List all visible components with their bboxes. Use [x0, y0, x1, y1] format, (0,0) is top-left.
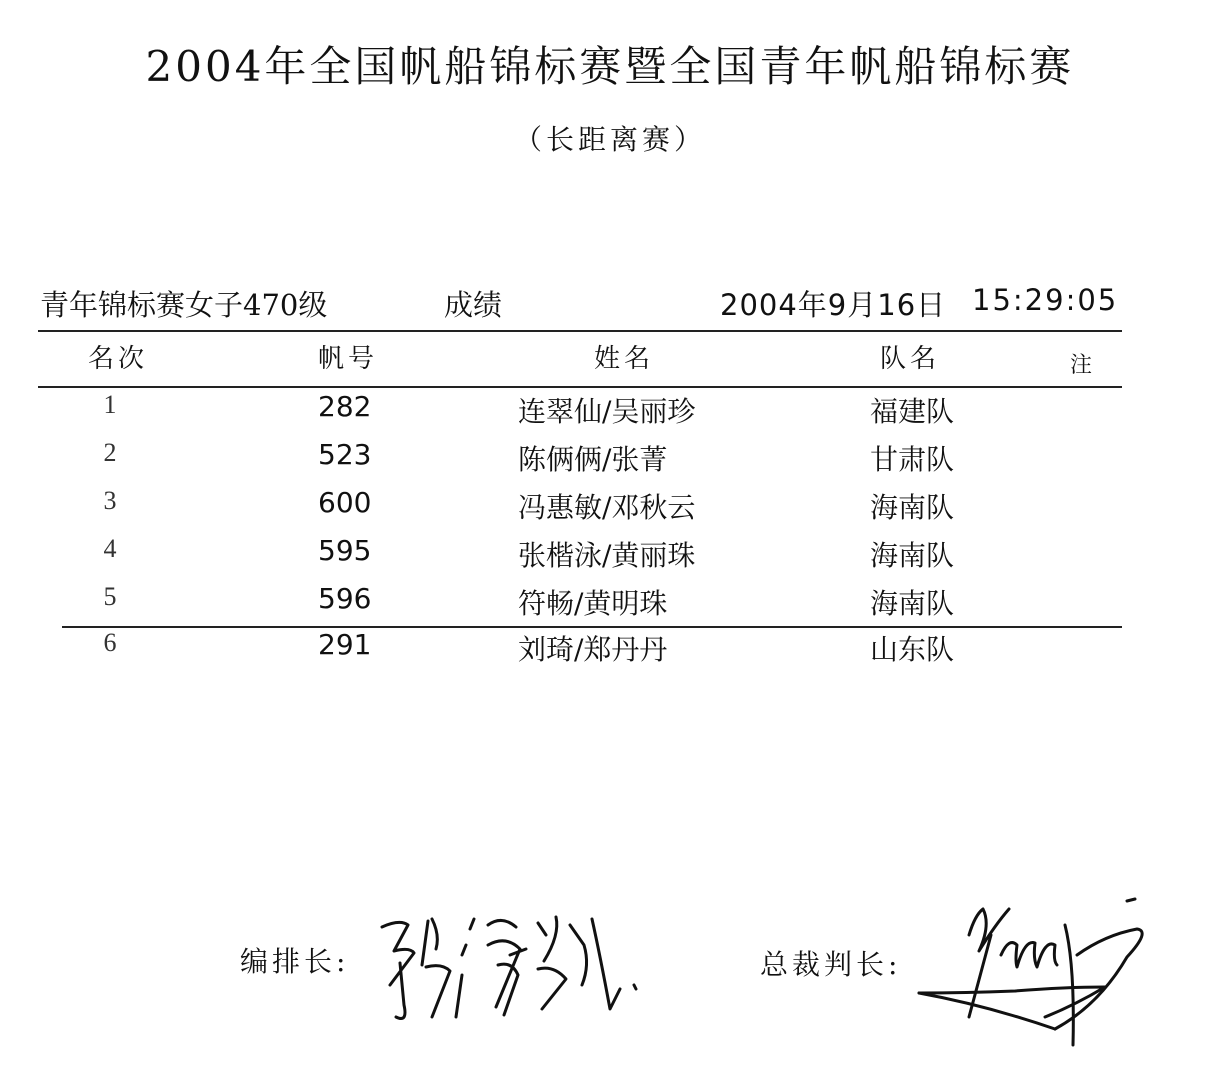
table-row — [0, 388, 1220, 436]
row-sail-number: 600 — [318, 486, 372, 519]
row-sailor-names: 陈俩俩/张菁 — [518, 443, 668, 476]
header-note: 注 — [1070, 353, 1097, 378]
row-sail-number: 291 — [318, 628, 372, 661]
row-sail-number: 596 — [318, 582, 372, 615]
row-rank: 2 — [103, 438, 117, 467]
row-rank: 5 — [103, 582, 117, 611]
header-rank: 名次 — [88, 344, 149, 374]
row-team: 山东队 — [870, 633, 955, 666]
header-name: 姓名 — [594, 344, 655, 374]
row-sailor-names: 符畅/黄明珠 — [518, 587, 668, 620]
scheduler-signature — [370, 905, 650, 1035]
row-sailor-names: 张楷泳/黄丽珠 — [518, 539, 696, 572]
row-sail-number: 595 — [318, 534, 372, 567]
row-rank: 3 — [103, 486, 117, 515]
chief-judge-signature — [905, 895, 1165, 1065]
row-sail-number: 282 — [318, 390, 372, 423]
row-sailor-names: 冯惠敏/邓秋云 — [518, 491, 696, 524]
result-time: 15:29:05 — [972, 283, 1119, 317]
table-row — [0, 580, 1220, 628]
row-team: 甘肃队 — [870, 443, 955, 476]
result-date: 2004年9月16日 — [720, 288, 947, 322]
table-row — [0, 628, 1220, 676]
row-rank: 1 — [103, 390, 117, 419]
table-top-rule — [38, 330, 1122, 332]
page-title: 2004年全国帆船锦标赛暨全国青年帆船锦标赛 — [145, 42, 1075, 91]
row-rank: 4 — [103, 534, 117, 563]
row-team: 海南队 — [870, 539, 955, 572]
row-team: 海南队 — [870, 587, 955, 620]
page-subtitle: （长距离赛） — [513, 123, 706, 156]
row-sailor-names: 刘琦/郑丹丹 — [518, 633, 668, 666]
row-team: 海南队 — [870, 491, 955, 524]
results-label: 成绩 — [444, 288, 503, 322]
row-sail-number: 523 — [318, 438, 372, 471]
event-category: 青年锦标赛女子470级 — [40, 288, 328, 322]
table-row — [0, 532, 1220, 580]
row-rank: 6 — [103, 628, 117, 657]
scheduler-label: 编排长: — [240, 945, 350, 978]
header-team: 队名 — [880, 344, 941, 374]
header-sail-number: 帆号 — [318, 344, 379, 374]
table-row — [0, 484, 1220, 532]
chief-judge-label: 总裁判长: — [760, 948, 902, 981]
row-team: 福建队 — [870, 395, 955, 428]
table-row — [0, 436, 1220, 484]
row-sailor-names: 连翠仙/吴丽珍 — [518, 395, 696, 428]
